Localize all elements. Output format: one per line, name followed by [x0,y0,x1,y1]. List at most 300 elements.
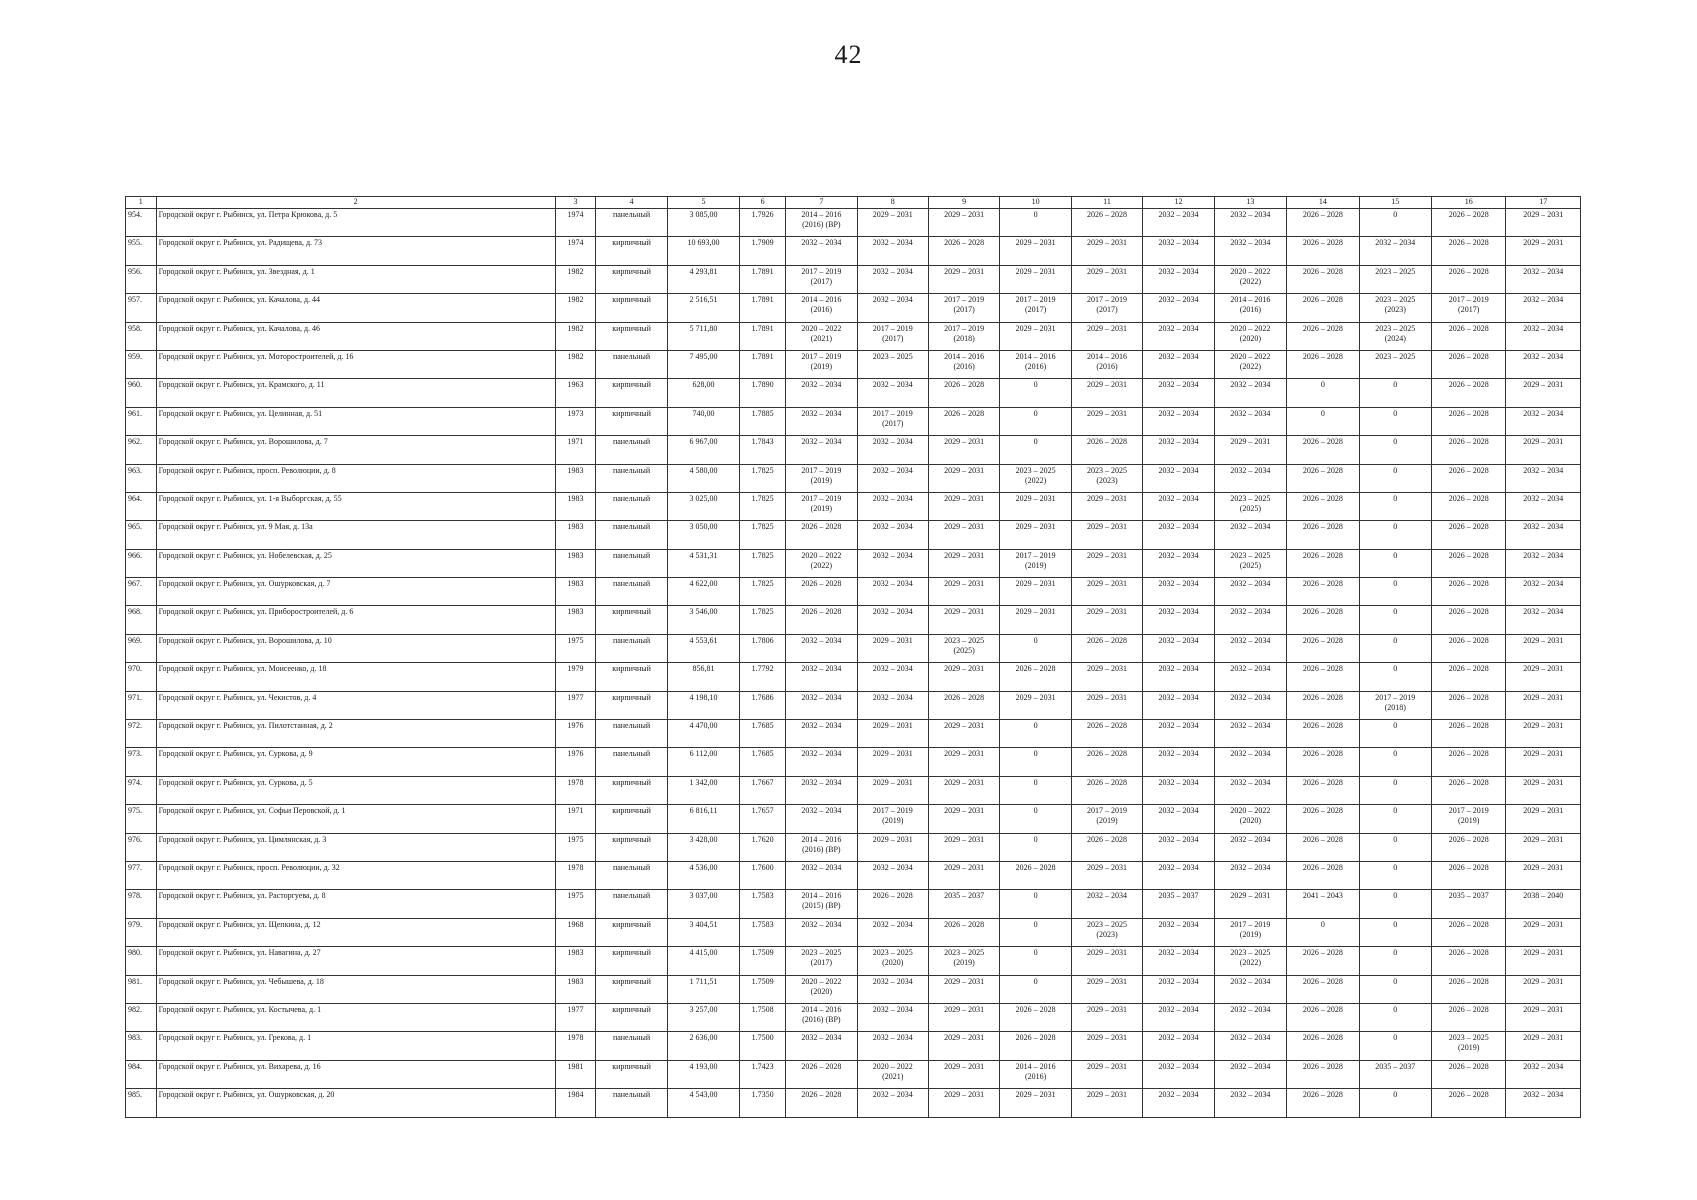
table-cell: 2029 – 2031 [1071,861,1142,889]
table-cell: кирпичный [596,379,667,407]
table-cell: 2014 – 2016 (2016) [1000,1060,1071,1088]
table-cell: 2014 – 2016 (2016) (ВР) [786,1003,857,1031]
table-cell: 2029 – 2031 [857,720,928,748]
table-cell: 968. [126,606,157,634]
table-cell: 0 [1359,663,1431,691]
table-cell: 4 580,00 [667,464,739,492]
table-cell: 2029 – 2031 [857,748,928,776]
table-cell: 2017 – 2019 (2017) [786,265,857,293]
table-cell: 2026 – 2028 [1000,861,1071,889]
table-cell: 2029 – 2031 [928,265,999,293]
table-cell: 2032 – 2034 [1214,521,1286,549]
table-cell: 2029 – 2031 [928,436,999,464]
table-row [126,294,1581,322]
table-cell: 0 [1359,805,1431,833]
table-cell: 958. [126,322,157,350]
table-row [126,947,1581,975]
table-cell: 2017 – 2019 (2018) [928,322,999,350]
table-cell: 2032 – 2034 [1214,691,1286,719]
table-cell: 2026 – 2028 [1431,237,1505,265]
table-cell: 2020 – 2022 (2021) [857,1060,928,1088]
table-cell: 2032 – 2034 [1214,578,1286,606]
table-cell: 1983 [555,492,596,520]
table-cell: 963. [126,464,157,492]
table-cell: 2029 – 2031 [1000,237,1071,265]
table-cell: 2032 – 2034 [1143,350,1214,378]
table-cell: 2032 – 2034 [857,918,928,946]
table-cell: 0 [1359,918,1431,946]
table-cell: 2032 – 2034 [1506,294,1581,322]
table-cell: 2029 – 2031 [1506,436,1581,464]
table-cell: кирпичный [596,663,667,691]
table-cell: 3 085,00 [667,209,739,237]
address-cell: Городской округ г. Рыбинск, ул. Крамского, д. 11 [156,379,555,407]
table-cell: 2023 – 2025 [1359,350,1431,378]
table-cell: 2032 – 2034 [786,379,857,407]
column-header: 4 [596,197,667,209]
table-cell: кирпичный [596,833,667,861]
table-cell: 0 [1359,861,1431,889]
table-cell: 2020 – 2022 (2020) [1214,322,1286,350]
table-cell: 2032 – 2034 [1143,663,1214,691]
table-cell: 2032 – 2034 [1214,209,1286,237]
table-row [126,492,1581,520]
table-row [126,521,1581,549]
table-cell: 2026 – 2028 [1287,748,1359,776]
table-cell: 2017 – 2019 (2017) [928,294,999,322]
table-cell: 971. [126,691,157,719]
table-cell: кирпичный [596,322,667,350]
table-cell: 1983 [555,947,596,975]
table-cell: 0 [1287,918,1359,946]
table-cell: 2026 – 2028 [1431,578,1505,606]
table-cell: 2032 – 2034 [857,294,928,322]
table-cell: панельный [596,1089,667,1117]
address-cell: Городской округ г. Рыбинск, ул. 1-я Выборгская, д. 55 [156,492,555,520]
table-cell: кирпичный [596,805,667,833]
table-cell: 0 [1359,947,1431,975]
address-cell: Городской округ г. Рыбинск, ул. Качалова, д. 46 [156,322,555,350]
table-cell: 0 [1000,634,1071,662]
table-cell: 2026 – 2028 [928,691,999,719]
table-cell: 2026 – 2028 [1000,1003,1071,1031]
table-cell: 2026 – 2028 [786,521,857,549]
table-row [126,720,1581,748]
table-cell: 0 [1000,805,1071,833]
table-cell: 2029 – 2031 [1000,265,1071,293]
table-cell: 2032 – 2034 [786,918,857,946]
table-cell: 4 531,31 [667,549,739,577]
table-cell: 0 [1359,776,1431,804]
table-cell: 5 711,80 [667,322,739,350]
table-cell: 2032 – 2034 [1214,1032,1286,1060]
table-cell: 2023 – 2025 (2023) [1359,294,1431,322]
column-header: 1 [126,197,157,209]
table-cell: 2029 – 2031 [1071,975,1142,1003]
table-cell: 2032 – 2034 [1143,521,1214,549]
table-cell: 2035 – 2037 [1431,890,1505,918]
table-cell: 1.7909 [740,237,786,265]
table-cell: 2020 – 2022 (2022) [1214,265,1286,293]
table-cell: кирпичный [596,1060,667,1088]
table-cell: 2026 – 2028 [1287,322,1359,350]
table-cell: 3 404,51 [667,918,739,946]
table-cell: 2032 – 2034 [857,606,928,634]
table-cell: 2026 – 2028 [1431,975,1505,1003]
address-cell: Городской округ г. Рыбинск, ул. Щепкина, д. 12 [156,918,555,946]
table-cell: 2023 – 2025 (2023) [1071,918,1142,946]
table-cell: 2026 – 2028 [1431,492,1505,520]
table-cell: 2035 – 2037 [1359,1060,1431,1088]
table-cell: кирпичный [596,691,667,719]
table-cell: 2026 – 2028 [1287,549,1359,577]
table-cell: панельный [596,1032,667,1060]
table-cell: 2017 – 2019 (2018) [1359,691,1431,719]
table-cell: 959. [126,350,157,378]
table-cell: 2032 – 2034 [1506,492,1581,520]
table-cell: 0 [1000,918,1071,946]
table-row [126,1003,1581,1031]
table-cell: 2017 – 2019 (2019) [786,492,857,520]
table-cell: кирпичный [596,606,667,634]
table-cell: 2032 – 2034 [1214,833,1286,861]
table-cell: 2029 – 2031 [928,833,999,861]
table-cell: 2020 – 2022 (2020) [1214,805,1286,833]
table-cell: 2026 – 2028 [1431,464,1505,492]
table-cell: 2026 – 2028 [1431,861,1505,889]
table-cell: 2029 – 2031 [1000,492,1071,520]
table-cell: 2029 – 2031 [1506,776,1581,804]
table-cell: 2026 – 2028 [1071,720,1142,748]
table-cell: 2041 – 2043 [1287,890,1359,918]
table-cell: 2029 – 2031 [1506,805,1581,833]
table-cell: кирпичный [596,776,667,804]
table-cell: 985. [126,1089,157,1117]
table-cell: 2032 – 2034 [786,237,857,265]
table-cell: 2032 – 2034 [857,663,928,691]
table-cell: 2026 – 2028 [1431,634,1505,662]
table-cell: 2014 – 2016 (2016) (ВР) [786,833,857,861]
table-cell: 2035 – 2037 [1143,890,1214,918]
address-cell: Городской округ г. Рыбинск, ул. Нобелевская, д. 25 [156,549,555,577]
table-cell: 2026 – 2028 [1287,1003,1359,1031]
table-cell: 2026 – 2028 [1431,776,1505,804]
table-cell: 2032 – 2034 [857,975,928,1003]
table-cell: 2032 – 2034 [1143,748,1214,776]
table-cell: 2029 – 2031 [1071,407,1142,435]
table-cell: 955. [126,237,157,265]
table-cell: 2032 – 2034 [857,691,928,719]
table-cell: 2026 – 2028 [928,407,999,435]
table-cell: 2032 – 2034 [786,634,857,662]
table-cell: 2026 – 2028 [1287,691,1359,719]
table-cell: 6 112,00 [667,748,739,776]
table-cell: 1.7843 [740,436,786,464]
table-body [126,209,1581,1118]
table-cell: 2026 – 2028 [1287,833,1359,861]
table-cell: 2032 – 2034 [1506,1089,1581,1117]
address-cell: Городской округ г. Рыбинск, ул. Целинная, д. 51 [156,407,555,435]
table-cell: 2026 – 2028 [1287,1060,1359,1088]
table-cell: 2026 – 2028 [1431,1089,1505,1117]
table-cell: 2029 – 2031 [928,720,999,748]
table-cell: 2026 – 2028 [1287,492,1359,520]
table-cell: 2032 – 2034 [1214,861,1286,889]
table-cell: 1.7825 [740,549,786,577]
address-cell: Городской округ г. Рыбинск, ул. Приборостроителей, д. 6 [156,606,555,634]
table-row [126,776,1581,804]
table-cell: 2032 – 2034 [857,265,928,293]
table-row [126,890,1581,918]
address-cell: Городской округ г. Рыбинск, просп. Революции, д. 32 [156,861,555,889]
table-cell: 977. [126,861,157,889]
table-cell: 2032 – 2034 [786,861,857,889]
table-cell: 2026 – 2028 [1431,209,1505,237]
address-cell: Городской округ г. Рыбинск, ул. Вихарева, д. 16 [156,1060,555,1088]
table-cell: 1.7620 [740,833,786,861]
table-cell: 2026 – 2028 [1431,748,1505,776]
table-cell: 0 [1287,407,1359,435]
table-cell: 2029 – 2031 [928,492,999,520]
table-cell: 2023 – 2025 [857,350,928,378]
table-cell: 2029 – 2031 [1071,663,1142,691]
table-cell: 2029 – 2031 [1506,209,1581,237]
table-cell: 2023 – 2025 (2025) [928,634,999,662]
table-row [126,209,1581,237]
table-cell: 2017 – 2019 (2017) [857,322,928,350]
table-cell: 2032 – 2034 [857,521,928,549]
table-cell: 0 [1359,379,1431,407]
table-row [126,322,1581,350]
table-cell: 2032 – 2034 [857,578,928,606]
table-cell: 1.7686 [740,691,786,719]
table-cell: 2032 – 2034 [1143,407,1214,435]
table-cell: 961. [126,407,157,435]
address-cell: Городской округ г. Рыбинск, ул. Петра Крюкова, д. 5 [156,209,555,237]
table-cell: 2029 – 2031 [1071,322,1142,350]
table-cell: 2029 – 2031 [1071,492,1142,520]
table-cell: 2026 – 2028 [1287,521,1359,549]
table-cell: 2029 – 2031 [928,975,999,1003]
table-cell: 2032 – 2034 [1214,975,1286,1003]
table-cell: панельный [596,748,667,776]
table-cell: 2017 – 2019 (2019) [786,350,857,378]
table-cell: 2032 – 2034 [1143,947,1214,975]
table-cell: 1982 [555,265,596,293]
table-cell: 2023 – 2025 [1359,265,1431,293]
table-cell: 957. [126,294,157,322]
table-cell: 2029 – 2031 [1214,890,1286,918]
table-cell: 2032 – 2034 [857,379,928,407]
table-cell: 1978 [555,1032,596,1060]
table-cell: 2026 – 2028 [1431,1003,1505,1031]
table-cell: 10 693,00 [667,237,739,265]
table-cell: 2014 – 2016 (2015) (ВР) [786,890,857,918]
table-cell: 2032 – 2034 [1143,833,1214,861]
table-cell: 1975 [555,890,596,918]
table-cell: панельный [596,209,667,237]
address-cell: Городской округ г. Рыбинск, ул. Суркова, д. 5 [156,776,555,804]
table-cell: 2029 – 2031 [928,861,999,889]
table-cell: 1.7509 [740,947,786,975]
column-header: 8 [857,197,928,209]
table-cell: 2029 – 2031 [1000,691,1071,719]
table-cell: 1.7825 [740,578,786,606]
table-cell: 2029 – 2031 [1000,521,1071,549]
table-cell: 2026 – 2028 [1431,720,1505,748]
table-cell: 2026 – 2028 [1287,237,1359,265]
table-cell: 2026 – 2028 [1000,663,1071,691]
table-cell: 2029 – 2031 [1071,549,1142,577]
table-cell: 2032 – 2034 [1214,606,1286,634]
table-cell: 966. [126,549,157,577]
table-cell: 2026 – 2028 [1431,265,1505,293]
table-cell: панельный [596,350,667,378]
table-cell: 964. [126,492,157,520]
table-cell: 2032 – 2034 [786,407,857,435]
table-cell: 2014 – 2016 (2016) [1214,294,1286,322]
table-cell: 972. [126,720,157,748]
table-cell: кирпичный [596,918,667,946]
table-cell: 2032 – 2034 [1143,861,1214,889]
table-row [126,436,1581,464]
table-cell: 1983 [555,606,596,634]
table-cell: 1983 [555,578,596,606]
table-cell: 4 198,10 [667,691,739,719]
table-cell: 2032 – 2034 [1506,322,1581,350]
table-cell: панельный [596,436,667,464]
table-cell: 4 470,00 [667,720,739,748]
table-cell: 2032 – 2034 [857,1089,928,1117]
column-header: 2 [156,197,555,209]
table-cell: кирпичный [596,294,667,322]
table-cell: 2032 – 2034 [857,464,928,492]
table-cell: 2026 – 2028 [1431,436,1505,464]
table-cell: 2026 – 2028 [1431,1060,1505,1088]
table-cell: кирпичный [596,1003,667,1031]
table-row [126,350,1581,378]
table-cell: 1975 [555,833,596,861]
table-cell: 2026 – 2028 [786,1089,857,1117]
table-cell: 0 [1359,407,1431,435]
table-cell: 2032 – 2034 [786,720,857,748]
table-cell: 1.7600 [740,861,786,889]
table-cell: 2029 – 2031 [1000,606,1071,634]
table-cell: 962. [126,436,157,464]
table-cell: 2026 – 2028 [1287,578,1359,606]
table-cell: 2017 – 2019 (2019) [1000,549,1071,577]
address-cell: Городской округ г. Рыбинск, ул. Грекова, д. 1 [156,1032,555,1060]
table-cell: 2023 – 2025 (2017) [786,947,857,975]
table-cell: 2029 – 2031 [1214,436,1286,464]
address-cell: Городской округ г. Рыбинск, ул. Радищева, д. 73 [156,237,555,265]
table-cell: 2032 – 2034 [857,1032,928,1060]
column-header: 15 [1359,197,1431,209]
column-header: 3 [555,197,596,209]
table-cell: 965. [126,521,157,549]
table-cell: 1 711,51 [667,975,739,1003]
address-cell: Городской округ г. Рыбинск, ул. Ворошилова, д. 10 [156,634,555,662]
table-cell: 2032 – 2034 [1214,776,1286,804]
table-cell: 2029 – 2031 [1071,237,1142,265]
table-row [126,549,1581,577]
table-cell: 2029 – 2031 [1506,975,1581,1003]
table-cell: 2032 – 2034 [1506,521,1581,549]
table-cell: 4 293,81 [667,265,739,293]
table-cell: 0 [1000,720,1071,748]
table-cell: 2032 – 2034 [1214,1060,1286,1088]
table-cell: 2029 – 2031 [1071,1032,1142,1060]
table-cell: 2017 – 2019 (2019) [857,805,928,833]
table-cell: 0 [1359,464,1431,492]
address-cell: Городской округ г. Рыбинск, ул. Звездная, д. 1 [156,265,555,293]
table-cell: 0 [1287,379,1359,407]
table-cell: 1.7792 [740,663,786,691]
table-cell: 2029 – 2031 [1506,833,1581,861]
address-cell: Городской округ г. Рыбинск, ул. Пилотстанная, д. 2 [156,720,555,748]
table-cell: 2032 – 2034 [1359,237,1431,265]
table-row [126,265,1581,293]
table-cell: 2032 – 2034 [1143,549,1214,577]
column-header: 11 [1071,197,1142,209]
table-cell: 856,81 [667,663,739,691]
table-cell: 2032 – 2034 [1214,1089,1286,1117]
table-cell: кирпичный [596,237,667,265]
table-cell: 2029 – 2031 [1000,322,1071,350]
table-cell: 2014 – 2016 (2016) [786,294,857,322]
table-cell: 1978 [555,776,596,804]
table-cell: 0 [1000,776,1071,804]
table-cell: панельный [596,634,667,662]
table-cell: 2017 – 2019 (2017) [1431,294,1505,322]
table-cell: кирпичный [596,265,667,293]
table-cell: 2032 – 2034 [1506,606,1581,634]
table-cell: 967. [126,578,157,606]
column-header: 17 [1506,197,1581,209]
table-row [126,464,1581,492]
table-cell: 2026 – 2028 [1287,209,1359,237]
table-cell: 2032 – 2034 [1143,578,1214,606]
table-cell: 1976 [555,748,596,776]
table-cell: 1.7825 [740,464,786,492]
table-cell: 0 [1359,209,1431,237]
table-cell: 2032 – 2034 [1143,918,1214,946]
table-cell: 0 [1359,521,1431,549]
table-cell: 2032 – 2034 [1143,805,1214,833]
table-row [126,634,1581,662]
table-cell: 1979 [555,663,596,691]
address-cell: Городской округ г. Рыбинск, ул. Софьи Перовской, д. 1 [156,805,555,833]
table-cell: 2029 – 2031 [1071,1060,1142,1088]
table-cell: 2032 – 2034 [857,861,928,889]
table-cell: 0 [1359,606,1431,634]
table-cell: 0 [1000,833,1071,861]
table-row [126,578,1581,606]
table-cell: 2026 – 2028 [928,379,999,407]
table-cell: 2020 – 2022 (2021) [786,322,857,350]
address-cell: Городской округ г. Рыбинск, ул. Навагина, д. 27 [156,947,555,975]
table-cell: 0 [1000,209,1071,237]
table-cell: 0 [1359,890,1431,918]
table-cell: 2026 – 2028 [1287,1089,1359,1117]
table-cell: 2035 – 2037 [928,890,999,918]
table-cell: 1963 [555,379,596,407]
table-cell: 2023 – 2025 (2019) [1431,1032,1505,1060]
table-cell: 2 636,00 [667,1032,739,1060]
table-cell: 2029 – 2031 [857,634,928,662]
table-cell: 1977 [555,1003,596,1031]
table-cell: 0 [1000,975,1071,1003]
